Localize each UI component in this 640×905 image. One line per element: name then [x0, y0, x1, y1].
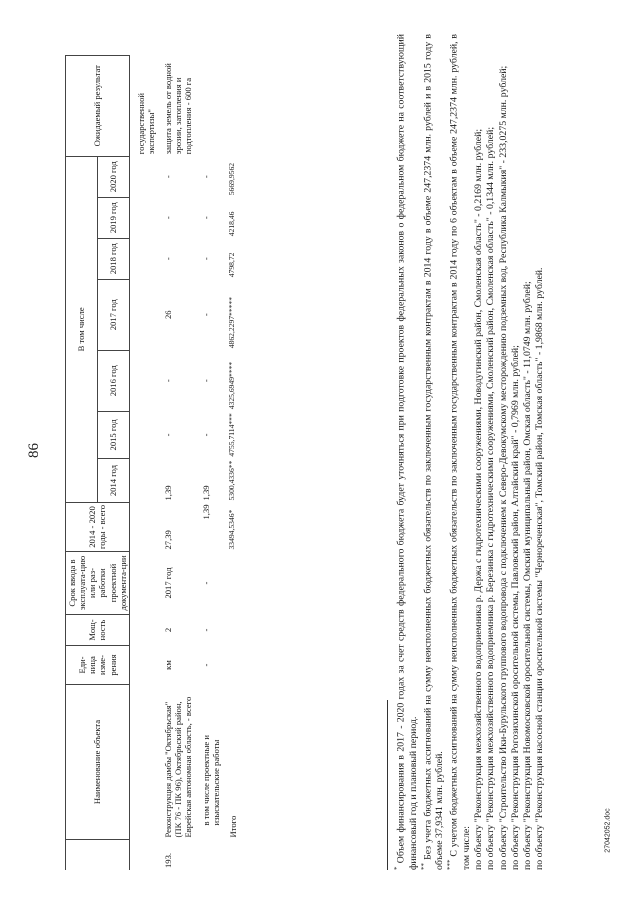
header-year-2017: 2017 год	[97, 279, 129, 350]
total-2016: 4325,6949****	[226, 361, 236, 410]
row-2014: 1,39	[163, 485, 174, 501]
header-term: Срок ввода в эксплуата-цию или раз-работки проектной документа-ции	[66, 552, 130, 615]
row-2018: -	[163, 257, 174, 261]
document-reference	[578, 770, 638, 890]
header-group: В том числе	[66, 156, 98, 502]
header-year-2020: 2020 год	[97, 156, 129, 197]
footnote: ** Без учета бюджетных ассигнований на сумму неисполненных бюджетных обязательств по заключенным государственным контрактам в 2014 году в объеме 247,2374 млн. рублей и в 2015 году в объеме 37,9341 млн. рублей.	[419, 33, 446, 870]
sub-name: в том числе проектные и изыскательские работы	[200, 735, 221, 826]
total-name: Итого	[227, 815, 238, 838]
header-year-2019: 2019 год	[97, 197, 129, 238]
row-index: 193.	[163, 852, 174, 868]
row-2017: 26	[163, 310, 174, 320]
row-name: Реконструкция дамбы "Октябрьская" (ПК 76 - ПК 96), Октябрьский район, Еврейская автономная область, - всего	[163, 696, 194, 838]
header-year-2018: 2018 год	[97, 238, 129, 279]
footnote: по объекту "Реконструкция межхозяйственного водоприемника р. Держа с гидротехническими сооружениями, Новодугинский район, Смоленская область" - 0,2169 млн. рублей;	[473, 128, 485, 870]
total-sum: 33494,5346*	[226, 509, 236, 550]
row-2016: -	[163, 379, 174, 383]
index-column-header	[66, 840, 130, 871]
total-2015: 4755,7114***	[226, 413, 236, 457]
header-year-2014: 2014 год	[97, 459, 129, 503]
footnotes	[393, 34, 547, 870]
total-2018: 4798,72	[226, 252, 236, 278]
footnote: по объекту "Реконструкция Новомосковской оросительной системы, Омский муниципальный район, Омская область" - 11,0749 млн. рублей;	[522, 281, 534, 870]
header-year-2015: 2015 год	[97, 411, 129, 458]
sub-2019: -	[200, 216, 211, 220]
header-capacity: Мощ-ность	[66, 615, 130, 646]
document-reference-text: 27042052.doc	[604, 807, 612, 853]
page-number-text: 86	[25, 442, 42, 458]
table-row-193	[162, 55, 194, 870]
header-name: Наименование объекта	[66, 685, 130, 840]
row-total: 27,39	[163, 530, 174, 550]
page-number	[20, 420, 48, 480]
result-continuation: государственной экспертизы"	[135, 92, 156, 155]
sub-capacity: -	[200, 628, 211, 632]
footnote: по объекту "Реконструкция межхозяйственного водоприемника р. Березинка с гидротехническими сооружениями, Смоленский район, Смоленская область" - 0,1344 млн. рублей;	[485, 126, 497, 870]
sub-2020: -	[200, 175, 211, 179]
sub-2018: -	[200, 257, 211, 261]
footnote: по объекту "Строительство Ики-Бурульского группового водопровода с подключением к Северо-Девокумскому месторождению подземных вод, Республика Калмыкия" - 233,0275 млн. рублей;	[497, 65, 509, 870]
row-capacity: 2	[163, 627, 174, 633]
total-2017: 4862,2297*****	[226, 296, 236, 349]
footnote: по объекту "Реконструкция насосной станции оросительной системы "Чернореченская", Томский район, Томская область" - 1,9868 млн. рублей.	[534, 267, 546, 870]
total-2019: 4218,46	[226, 211, 236, 237]
total-2014: 5300,4336**	[226, 460, 236, 501]
row-2019: -	[163, 216, 174, 220]
table-header-row	[66, 55, 98, 870]
objects-table	[65, 55, 239, 870]
row-result: защита земель от водной эрозии, затопления и подтопления - 600 га	[163, 63, 194, 155]
sub-total: 1,39	[200, 504, 211, 520]
header-year-2016: 2016 год	[97, 350, 129, 411]
sub-2016: -	[200, 379, 211, 383]
header-unit: Еди-ница изме-рения	[66, 646, 130, 685]
sub-unit: -	[200, 663, 211, 667]
row-unit: км	[163, 660, 174, 670]
header-result: Ожидаемый результат	[66, 55, 130, 156]
total-2020: 5669,9562	[226, 162, 236, 196]
sub-2015: -	[200, 433, 211, 437]
header-total: 2014 - 2020 годы - всего	[66, 503, 130, 552]
footnote: * Объем финансирования в 2017 - 2020 годах за счет средств федерального бюджета будет уточняться при подготовке проектов федеральных законов о федеральном бюджете на соответствующий финансовый год и плановый период.	[393, 34, 419, 870]
footnote-separator	[387, 700, 388, 870]
sub-2017: -	[200, 313, 211, 317]
rotated-page-content	[65, 30, 575, 870]
row-2015: -	[163, 433, 174, 437]
footnote: *** С учетом бюджетных ассигнований на сумму неисполненных бюджетных обязательств по заключенным государственным контрактам в 2014 году по 6 объектам в объеме 247,2374 млн. рублей, в том числе:	[446, 34, 472, 870]
table-row-continuation	[135, 55, 157, 870]
row-2020: -	[163, 175, 174, 179]
sub-term: -	[200, 581, 211, 585]
table-row-total	[227, 55, 239, 870]
row-term: 2017 год	[163, 567, 174, 599]
footnote: по объекту "Реконструкция Рогозихинской оросительной системы, Павловский район, Алтайский край" - 0,7969 млн. рублей;	[509, 345, 521, 870]
table-row-subtotal	[200, 55, 222, 870]
sub-2014: 1,39	[200, 485, 211, 501]
